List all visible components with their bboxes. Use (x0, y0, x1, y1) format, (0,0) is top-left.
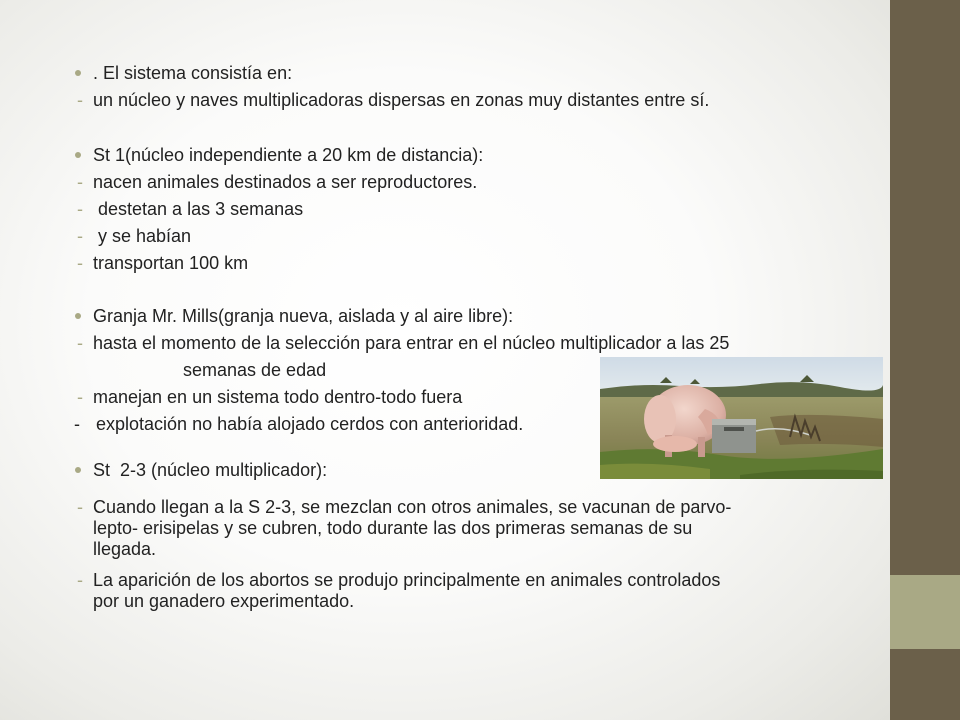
text-line: llegada. (93, 539, 157, 559)
bullet-icon (75, 152, 81, 158)
text-line: manejan en un sistema todo dentro-todo fuera (93, 387, 463, 407)
pig-photo (600, 357, 883, 479)
text-line: un núcleo y naves multiplicadoras dispersas en zonas muy distantes entre sí. (93, 90, 710, 110)
text-line: nacen animales destinados a ser reproductores. (93, 172, 478, 192)
dash-icon: - (77, 253, 83, 273)
text-line: y se habían (93, 226, 192, 246)
sidebar-dark-band (890, 0, 960, 575)
dash-icon: - (77, 172, 83, 192)
dash-icon: - (77, 497, 83, 517)
sidebar-light-band (890, 575, 960, 649)
text-line: St 1(núcleo independiente a 20 km de distancia): (93, 145, 484, 165)
decorative-sidebar (890, 0, 960, 720)
bullet-icon (75, 467, 81, 473)
dash-icon: - (77, 199, 83, 219)
text-line: Cuando llegan a la S 2-3, se mezclan con otros animales, se vacunan de parvo- (93, 497, 732, 517)
dash-icon: - (77, 570, 83, 590)
text-line: lepto- erisipelas y se cubren, todo durante las dos primeras semanas de su (93, 518, 693, 538)
text-line: hasta el momento de la selección para entrar en el núcleo multiplicador a las 25 (93, 333, 730, 353)
dash-icon: - (77, 90, 83, 110)
text-line: explotación no había alojado cerdos con anterioridad. (86, 414, 524, 434)
text-line: La aparición de los abortos se produjo principalmente en animales controlados (93, 570, 721, 590)
bullet-icon (75, 70, 81, 76)
bullet-icon (75, 313, 81, 319)
dash-icon: - (74, 414, 80, 434)
dash-icon: - (77, 387, 83, 407)
dash-icon: - (77, 226, 83, 246)
text-line: destetan a las 3 semanas (93, 199, 304, 219)
text-line: semanas de edad (183, 360, 327, 380)
dash-icon: - (77, 333, 83, 353)
text-line: St 2-3 (núcleo multiplicador): (93, 460, 328, 480)
sidebar-dark-band-bottom (890, 649, 960, 720)
text-line: Granja Mr. Mills(granja nueva, aislada y al aire libre): (93, 306, 514, 326)
text-line: transportan 100 km (93, 253, 249, 273)
text-line: . El sistema consistía en: (93, 63, 293, 83)
text-line: por un ganadero experimentado. (93, 591, 355, 611)
